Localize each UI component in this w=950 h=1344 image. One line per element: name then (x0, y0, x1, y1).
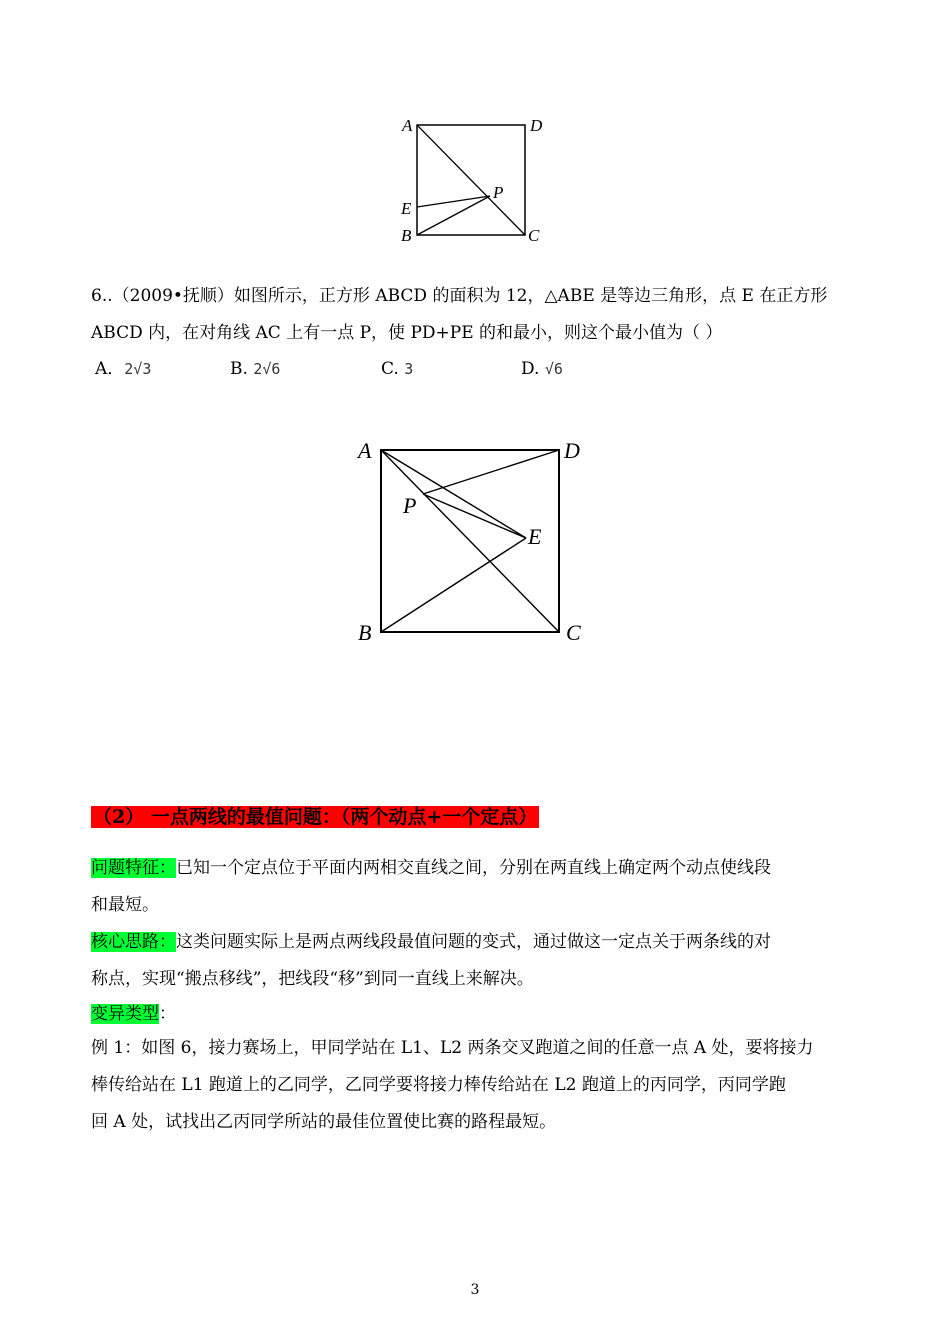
option-d (521, 357, 563, 381)
label-p-large: P (403, 493, 417, 518)
option-a-value: 2√3 (124, 360, 152, 378)
label-d: D (530, 116, 543, 135)
option-c (381, 357, 413, 381)
feature-line-2: 和最短。 (91, 895, 159, 915)
segment-pe (423, 494, 526, 538)
feature-text-1: 已知一个定点位于平面内两相交直线之间，分别在两直线上确定两个动点使线段 (176, 858, 771, 878)
feature-label: 问题特征： (91, 858, 176, 878)
page-number: 3 (470, 1282, 480, 1298)
label-c-large: C (566, 620, 581, 645)
option-b-value: 2√6 (253, 360, 281, 378)
figure-square-small-svg (395, 110, 555, 250)
section-heading (91, 804, 539, 831)
variant-line (91, 996, 871, 1033)
idea-label: 核心思路： (91, 932, 176, 952)
option-b (230, 357, 280, 381)
label-c: C (528, 226, 540, 245)
question-line-2: ABCD 内，在对角线 AC 上有一点 P，使 PD+PE 的和最小，则这个最小值为（ ） (91, 323, 723, 343)
section-heading-text: （2） 一点两线的最值问题：（两个动点+一个定点） (93, 806, 538, 828)
label-a: A (402, 116, 413, 135)
example-line-3: 回 A 处，试找出乙丙同学所站的最佳位置使比赛的路程最短。 (91, 1112, 557, 1132)
option-c-value: 3 (404, 360, 414, 378)
question-line-1: 6..（2009•抚顺）如图所示，正方形 ABCD 的面积为 12，△ABE 是等边三角形，点 E 在正方形 (91, 286, 828, 306)
idea-line-2: 称点，实现“搬点移线”，把线段“移”到同一直线上来解决。 (91, 969, 534, 989)
label-b-large: B (358, 620, 372, 645)
label-a-large: A (358, 438, 372, 463)
figure-square-large-svg (350, 435, 600, 650)
feature-line-1 (91, 850, 871, 887)
example-line-1: 例 1：如图 6，接力赛场上，甲同学站在 L1、L2 两条交叉跑道之间的任意一点 A 处，要将接力 (91, 1038, 814, 1058)
diagonal-ac (417, 125, 525, 235)
option-c-letter: C. (381, 359, 405, 379)
idea-text-1: 这类问题实际上是两点两线段最值问题的变式，通过做这一定点关于两条线的对 (176, 932, 771, 952)
segment-be (381, 538, 526, 632)
option-d-letter: D. (521, 359, 545, 379)
variant-colon: ： (159, 1004, 176, 1024)
option-a (95, 357, 151, 381)
segment-pd (423, 450, 559, 494)
label-d-large: D (564, 438, 580, 463)
label-e-large: E (528, 524, 542, 549)
label-p: P (493, 183, 504, 202)
figure-square-large (350, 435, 600, 650)
variant-label: 变异类型 (91, 1004, 159, 1024)
option-d-value: √6 (544, 360, 563, 378)
label-e: E (401, 199, 412, 218)
label-b: B (401, 226, 412, 245)
example-line-2: 棒传给站在 L1 跑道上的乙同学，乙同学要将接力棒传给站在 L2 跑道上的丙同学，丙同学跑 (91, 1075, 786, 1095)
option-a-letter: A． (95, 359, 125, 379)
figure-square-small (395, 110, 555, 250)
option-b-letter: B. (230, 359, 254, 379)
idea-line-1 (91, 924, 871, 961)
